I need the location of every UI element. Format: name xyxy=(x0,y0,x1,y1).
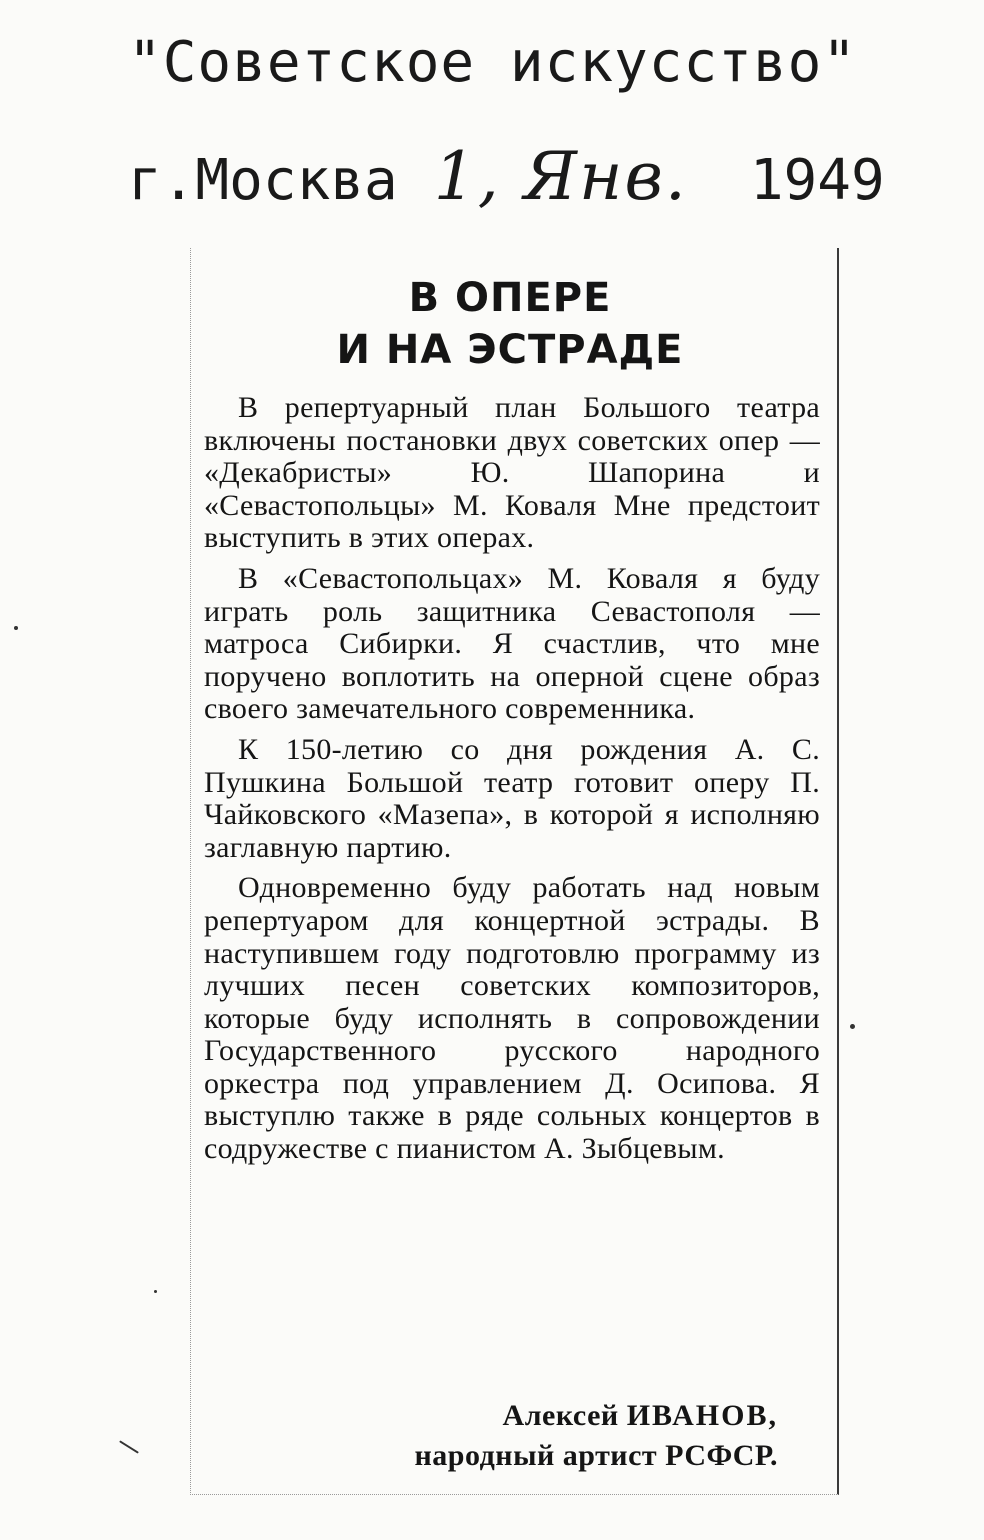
article-paragraph: В репертуарный план Большого театра включены постановки двух советских опер — «Декабристы» Ю. Шапорина и «Севастопольцы» М. Коваля Мне предстоит выступить в этих операх. xyxy=(204,391,820,555)
article-headline xyxy=(200,272,820,376)
article-body xyxy=(204,392,820,1174)
print-speck xyxy=(14,626,18,630)
print-speck xyxy=(154,1290,157,1293)
article-paragraph: В «Севастопольцах» М. Коваля я буду играть роль защитника Севастополя — матроса Сибирки. Я счастлив, что мне поручено воплотить на оперной сцене образ своего замечательного современника. xyxy=(204,561,820,726)
headline-line-1: В ОПЕРЕ xyxy=(408,275,612,321)
dateline xyxy=(128,138,984,215)
handwritten-date: 1, Янв. xyxy=(433,138,688,215)
print-speck xyxy=(119,1440,139,1453)
headline-line-2: И НА ЭСТРАДЕ xyxy=(336,327,684,373)
author-signature xyxy=(204,1396,778,1476)
year-stamp: 1949 xyxy=(749,148,885,213)
print-speck xyxy=(850,1024,855,1029)
author-name xyxy=(204,1396,778,1436)
author-last-name: ИВАНОВ, xyxy=(626,1399,778,1432)
article-paragraph: К 150-летию со дня рождения А. С. Пушкина Большой театр готовит оперу П. Чайковского «Мазепа», в которой я исполняю заглавную партию. xyxy=(204,732,820,864)
author-first-name: Алексей xyxy=(502,1399,619,1432)
city-stamp: г.Москва xyxy=(128,148,398,213)
author-title: народный артист РСФСР. xyxy=(414,1439,778,1472)
newspaper-source-stamp: "Советское искусство" xyxy=(128,30,858,95)
article-paragraph: Одновременно буду работать над новым репертуаром для концертной эстрады. В наступившем году подготовлю программу из лучших песен советских композиторов, которые буду исполнять в сопровождении Государственного русского народного оркестра под управлением Д. Осипова. Я выступлю также в ряде сольных концертов в содружестве с пианистом А. Зыбцевым. xyxy=(204,871,820,1166)
